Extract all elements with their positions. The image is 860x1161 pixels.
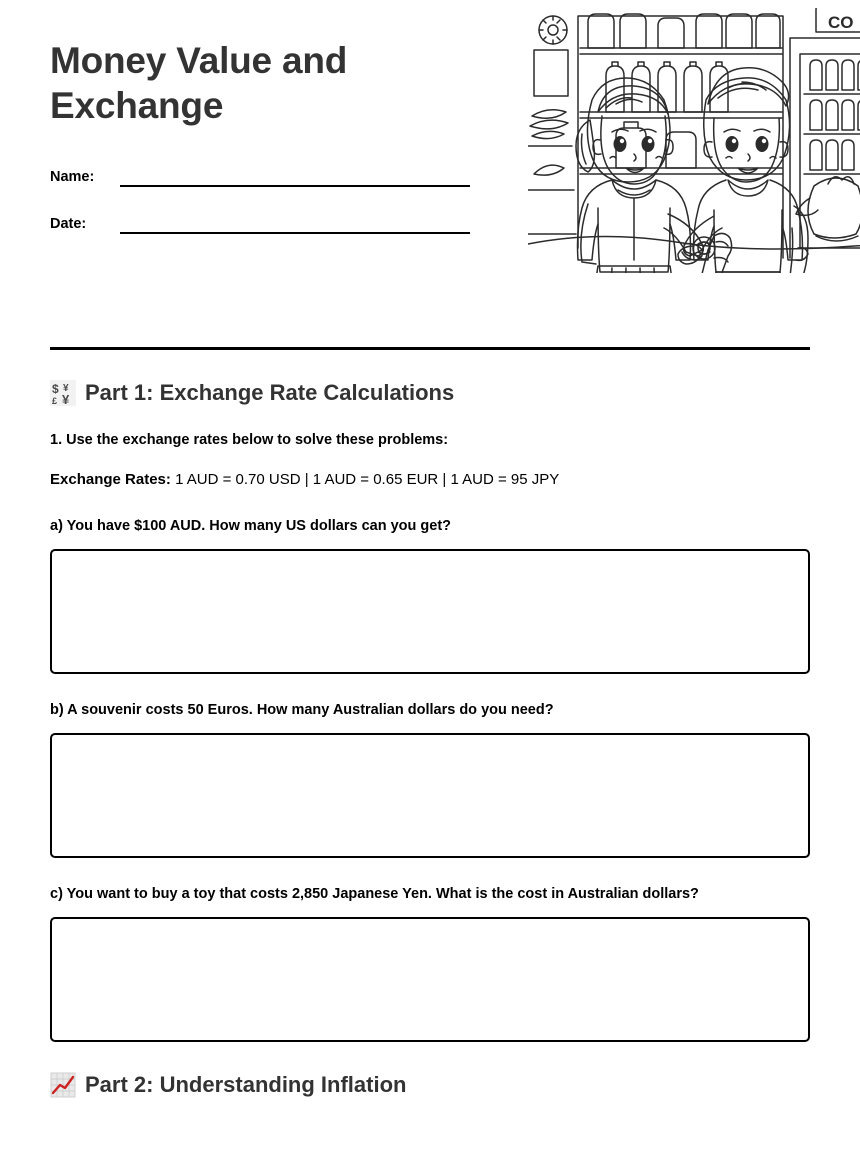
page-title: Money Value and Exchange <box>50 40 348 126</box>
exchange-rates-line <box>50 470 810 490</box>
answer-box-a[interactable] <box>50 549 810 674</box>
name-field-row <box>50 163 470 187</box>
date-field-row <box>50 210 470 234</box>
date-input-line[interactable] <box>120 210 470 234</box>
exchange-rates-value: 1 AUD = 0.70 USD | 1 AUD = 0.65 EUR | 1 AUD = 95 JPY <box>175 471 560 488</box>
date-label: Date: <box>50 216 87 232</box>
question-c: c) You want to buy a toy that costs 2,850 Japanese Yen. What is the cost in Australian dollars? <box>50 886 699 902</box>
question-a: a) You have $100 AUD. How many US dollars can you get? <box>50 518 452 534</box>
svg-text:¥: ¥ <box>63 383 69 394</box>
header-illustration <box>528 8 860 273</box>
name-input-line[interactable] <box>120 163 470 187</box>
worksheet-header <box>50 0 854 285</box>
currency-exchange-icon <box>50 380 76 406</box>
svg-text:£: £ <box>52 396 58 406</box>
svg-text:$: $ <box>52 382 59 396</box>
exchange-rates-label: Exchange Rates: <box>50 471 171 488</box>
part-2-heading-label: Part 2: Understanding Inflation <box>85 1072 407 1097</box>
section-part-1 <box>50 350 810 1042</box>
illustration-sign-text: CO <box>828 13 854 32</box>
name-label: Name: <box>50 169 95 185</box>
question-b: b) A souvenir costs 50 Euros. How many Australian dollars do you need? <box>50 702 554 718</box>
answer-box-b[interactable] <box>50 733 810 858</box>
part-1-intro: 1. Use the exchange rates below to solve these problems: <box>50 432 449 448</box>
part-1-heading <box>50 350 810 408</box>
section-part-2 <box>50 1042 810 1100</box>
chart-increasing-icon <box>50 1072 76 1098</box>
part-2-heading <box>50 1042 810 1100</box>
part-1-heading-label: Part 1: Exchange Rate Calculations <box>85 380 455 405</box>
answer-box-c[interactable] <box>50 917 810 1042</box>
svg-text:¥: ¥ <box>62 392 70 406</box>
